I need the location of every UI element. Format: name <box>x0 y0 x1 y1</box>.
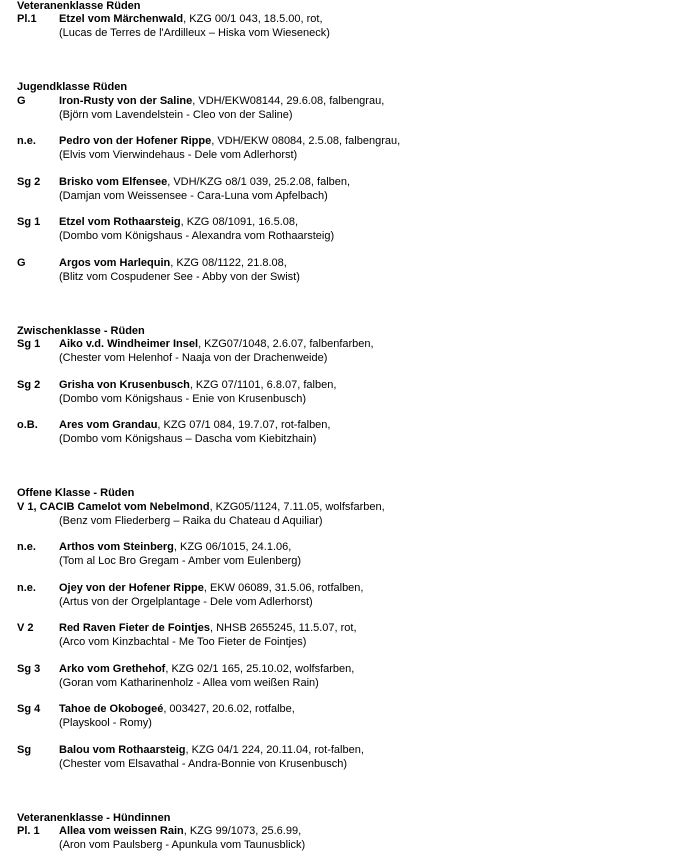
dog-details: , KZG05/1124, 7.11.05, wolfsfarben, <box>209 501 385 513</box>
grade-label: n.e. <box>17 541 36 553</box>
dog-name: Allea vom weissen Rain <box>59 825 184 837</box>
dog-name: Pedro von der Hofener Rippe <box>59 135 212 147</box>
dog-parents: (Björn vom Lavendelstein - Cleo von der Saline) <box>59 109 293 121</box>
dog-entry <box>17 703 687 731</box>
class-heading: Jugendklasse Rüden <box>17 81 128 93</box>
dog-parents: (Damjan vom Weissensee - Cara-Luna vom Apfelbach) <box>59 190 328 202</box>
dog-entry <box>17 541 687 569</box>
dog-entry <box>17 216 687 244</box>
dog-entry <box>17 622 687 650</box>
dog-entry <box>17 744 687 772</box>
grade-label: Sg 1 <box>17 216 41 228</box>
dog-details: , KZG 07/1 084, 19.7.07, rot-falben, <box>157 419 331 431</box>
dog-details: , KZG 08/1091, 16.5.08, <box>180 216 299 228</box>
dog-parents: (Dombo vom Königshaus – Dascha vom Kiebitzhain) <box>59 433 317 445</box>
class-heading: Veteranenklasse Rüden <box>17 0 141 12</box>
dog-details: , VDH/EKW 08084, 2.5.08, falbengrau, <box>211 135 401 147</box>
grade-label: V 2 <box>17 622 34 634</box>
dog-parents: (Chester vom Elsavathal - Andra-Bonnie von Krusenbusch) <box>59 758 347 770</box>
dog-entry <box>17 501 687 529</box>
dog-details: , KZG 08/1122, 21.8.08, <box>170 257 287 269</box>
dog-entry <box>17 135 687 163</box>
dog-name: Camelot vom Nebelmond <box>77 501 210 513</box>
grade-label: n.e. <box>17 582 36 594</box>
dog-details: , NHSB 2655245, 11.5.07, rot, <box>209 622 357 634</box>
dog-entry <box>17 257 687 285</box>
grade-label: Sg 3 <box>17 663 41 675</box>
grade-label: V 1, CACIB <box>17 501 75 513</box>
dog-details: , VDH/EKW08144, 29.6.08, falbengrau, <box>192 95 385 107</box>
grade-label: Sg 2 <box>17 379 41 391</box>
dog-name: Ojey von der Hofener Rippe <box>59 582 204 594</box>
dog-name: Aiko v.d. Windheimer Insel <box>59 338 199 350</box>
dog-name: Red Raven Fieter de Fointjes <box>59 622 210 634</box>
grade-label: n.e. <box>17 135 36 147</box>
dog-name: Tahoe de Okobogeé <box>59 703 164 715</box>
dog-details: , KZG07/1048, 2.6.07, falbenfarben, <box>198 338 374 350</box>
dog-parents: (Playskool - Romy) <box>59 717 152 729</box>
dog-parents: (Goran vom Katharinenholz - Allea vom weißen Rain) <box>59 677 319 689</box>
dog-name: Arthos vom Steinberg <box>59 541 174 553</box>
class-heading: Offene Klasse - Rüden <box>17 487 135 499</box>
dog-name: Etzel vom Rothaarsteig <box>59 216 181 228</box>
dog-name: Arko vom Grethehof <box>59 663 166 675</box>
dog-parents: (Blitz vom Cospudener See - Abby von der Swist) <box>59 271 300 283</box>
dog-details: , KZG 00/1 043, 18.5.00, rot, <box>183 13 323 25</box>
dog-entry <box>17 663 687 691</box>
dog-details: , KZG 02/1 165, 25.10.02, wolfsfarben, <box>165 663 355 675</box>
dog-parents: (Chester vom Helenhof - Naaja von der Drachenweide) <box>59 352 328 364</box>
class-heading: Zwischenklasse - Rüden <box>17 325 145 337</box>
dog-entry <box>17 419 687 447</box>
grade-label: Sg 1 <box>17 338 41 350</box>
dog-details: , KZG 06/1015, 24.1.06, <box>173 541 292 553</box>
dog-details: , EKW 06089, 31.5.06, rotfalben, <box>203 582 364 594</box>
dog-entry <box>17 338 687 366</box>
dog-details: , KZG 99/1073, 25.6.99, <box>183 825 302 837</box>
dog-parents: (Dombo vom Königshaus - Enie von Krusenbusch) <box>59 393 307 405</box>
class-heading: Veteranenklasse - Hündinnen <box>17 812 171 824</box>
dog-details: , KZG 04/1 224, 20.11.04, rot-falben, <box>185 744 364 756</box>
dog-entry <box>17 582 687 610</box>
dog-parents: (Arco vom Kinzbachtal - Me Too Fieter de Fointjes) <box>59 636 307 648</box>
dog-name: Ares vom Grandau <box>59 419 158 431</box>
dog-parents: (Elvis vom Vierwindehaus - Dele vom Adlerhorst) <box>59 149 298 161</box>
grade-label: Sg 2 <box>17 176 41 188</box>
dog-entry <box>17 13 687 41</box>
dog-name: Etzel vom Märchenwald <box>59 13 184 25</box>
grade-label: o.B. <box>17 419 38 431</box>
dog-parents: (Aron vom Paulsberg - Apunkula vom Taunusblick) <box>59 839 306 851</box>
dog-parents: (Lucas de Terres de l'Ardilleux – Hiska vom Wieseneck) <box>59 27 330 39</box>
dog-name: Iron-Rusty von der Saline <box>59 95 193 107</box>
dog-name: Balou vom Rothaarsteig <box>59 744 186 756</box>
dog-entry <box>17 825 687 853</box>
dog-parents: (Tom al Loc Bro Gregam - Amber vom Eulenberg) <box>59 555 302 567</box>
grade-label: Pl. 1 <box>17 825 40 837</box>
dog-entry <box>17 379 687 407</box>
dog-parents: (Artus von der Orgelplantage - Dele vom Adlerhorst) <box>59 596 313 608</box>
grade-label: Sg 4 <box>17 703 41 715</box>
dog-name: Brisko vom Elfensee <box>59 176 168 188</box>
dog-details: , KZG 07/1101, 6.8.07, falben, <box>189 379 337 391</box>
dog-parents: (Dombo vom Königshaus - Alexandra vom Rothaarsteig) <box>59 230 335 242</box>
grade-label: Pl.1 <box>17 13 37 25</box>
dog-parents: (Benz vom Fliederberg – Raika du Chateau d Aquiliar) <box>59 515 323 527</box>
dog-details: , VDH/KZG o8/1 039, 25.2.08, falben, <box>167 176 351 188</box>
grade-label: G <box>17 95 26 107</box>
grade-label: G <box>17 257 26 269</box>
dog-entry <box>17 95 687 123</box>
grade-label: Sg <box>17 744 32 756</box>
dog-entry <box>17 176 687 204</box>
dog-name: Argos vom Harlequin <box>59 257 171 269</box>
dog-name: Grisha von Krusenbusch <box>59 379 190 391</box>
dog-details: , 003427, 20.6.02, rotfalbe, <box>163 703 295 715</box>
